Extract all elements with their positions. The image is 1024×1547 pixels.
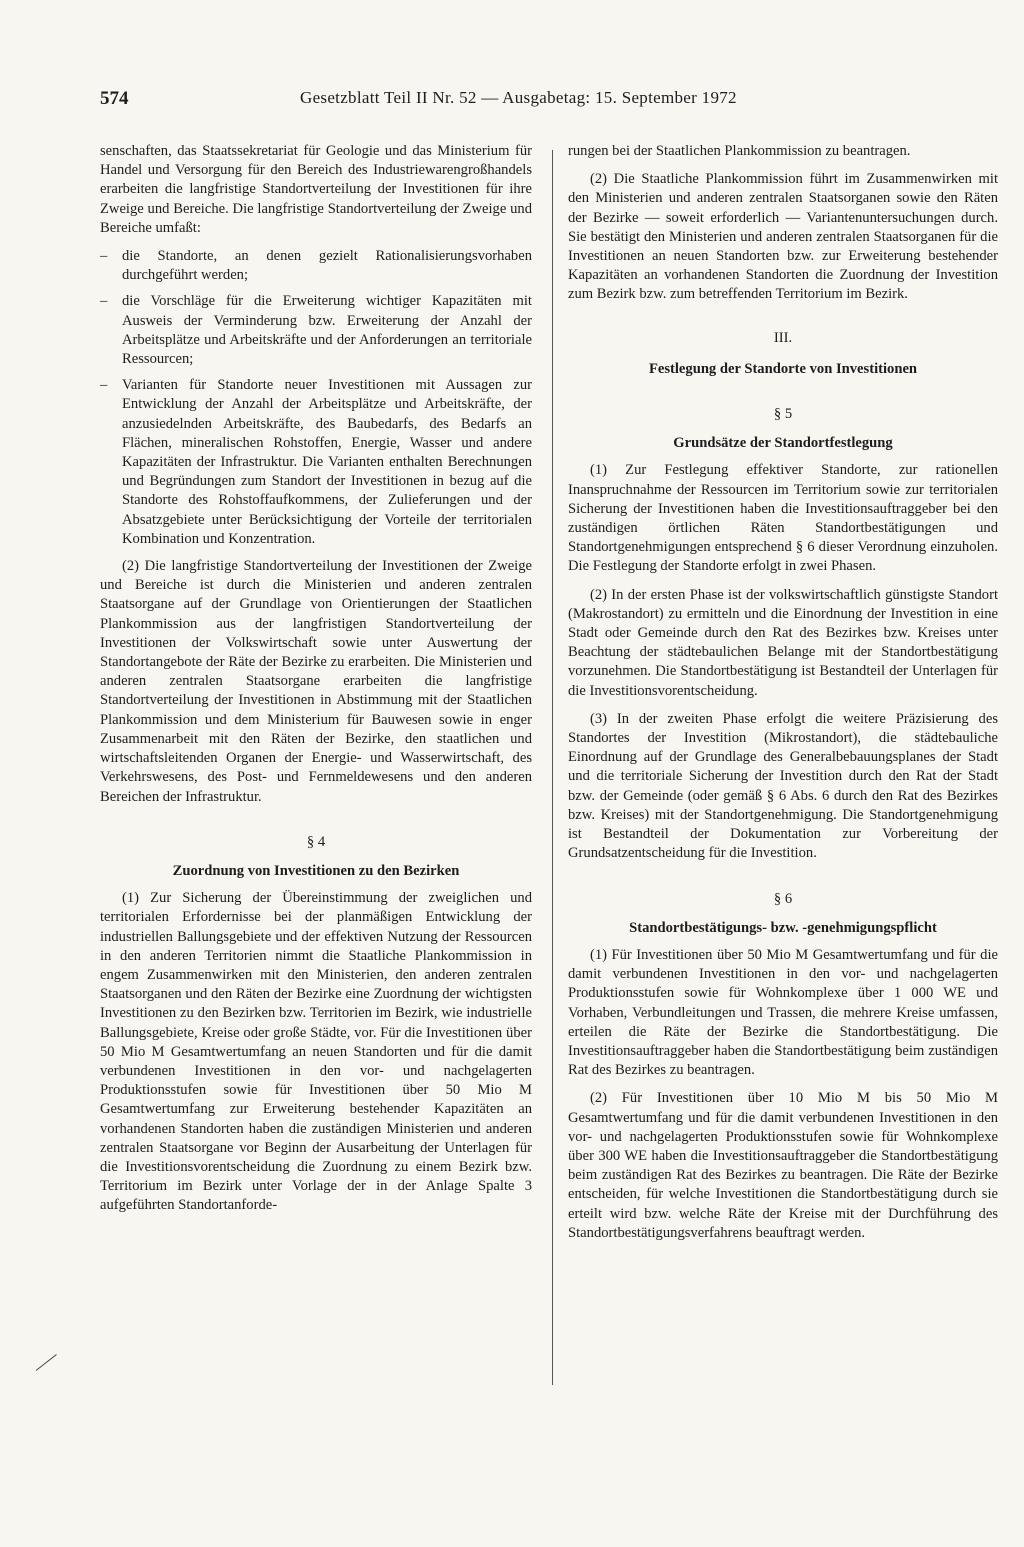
- section-6-title: Standortbestätigungs- bzw. -genehmigungspflicht: [629, 919, 937, 936]
- section-5-title: Grundsätze der Standortfestlegung: [673, 435, 893, 452]
- section-4-number: § 4: [306, 833, 326, 850]
- running-head: Gesetzblatt Teil II Nr. 52 — Ausgabetag: 15. September 1972: [300, 88, 737, 107]
- left-column: [100, 142, 532, 1225]
- paragraph-4-2: (2) Die Staatliche Plankommission führt im Zusammenwirken mit den Ministerien und anderen zentralen Staatsorganen sowie den Räten der Bezirke — soweit erforderlich — Variantenuntersuchungen durch. Sie bestätigt den Ministerien und anderen zentralen Staatsorganen für die Investitionen an neuen Standorten bzw. zur Erweiterung bestehender Kapazitäten an vorhandenen Standorten die Zuordnung der Investition zum Bezirk bzw. zum betreffenden Territorium im Bezirk.: [568, 171, 998, 303]
- section-6-number: § 6: [773, 890, 793, 907]
- right-column: [568, 142, 998, 1252]
- paragraph-3-2: (2) Die langfristige Standortverteilung der Investitionen der Zweige und Bereiche ist durch die Ministerien und anderen zentralen Staatsorgane auf der Grundlage von Orientierungen der Staatlichen Plankommission aus der langfristigen Standortverteilung der Investitionen der Volkswirtschaft sowie unter Auswertung der Standortangebote der Räte der Bezirke zu erarbeiten. Die Ministerien und anderen zentralen Staatsorgane erarbeiten die langfristige Standortverteilung der Investitionen in Abstimmung mit der Staatlichen Plankommission und dem Ministerium für Bauwesen sowie in enger Zusammenarbeit mit den Räten der Bezirke, den staatlichen und wirtschaftsleitenden Organen der Energie- und Wasserwirtschaft, des Verkehrswesens, des Post- und Fernmeldewesens und den anderen Bereichen der Infrastruktur.: [100, 558, 532, 805]
- paragraph-6-1: (1) Für Investitionen über 50 Mio M Gesamtwertumfang und für die damit verbundenen Investitionen in den vor- und nachgelagerten Produktionsstufen sowie für Wohnkomplexe über 1 000 WE und Vorhaben, Verbundleitungen und Trassen, die mehrere Kreise umfassen, erteilen die Räte der Bezirke die Standortbestätigung. Die Investitionsauftraggeber haben die Standortbestätigung beim zuständigen Rat des Bezirkes zu beantragen.: [568, 946, 998, 1079]
- paragraph-continuation: rungen bei der Staatlichen Plankommission zu beantragen.: [568, 143, 911, 159]
- paragraph-5-3: (3) In der zweiten Phase erfolgt die weitere Präzisierung des Standortes der Investition (Mikrostandort), die städtebauliche Einordnung auf der Grundlage des Generalbebauungsplanes der Stadt und die territoriale Sicherung der Investition durch den Rat der Stadt bzw. der Gemeinde (oder gemäß § 6 Abs. 6 durch den Rat des Bezirkes bzw. Kreises) mit der Standortgenehmigung. Die Standortgenehmigung ist Bestandteil der Dokumentation zur Vorbereitung der Grundsatzentscheidung für die Investition.: [568, 710, 998, 862]
- margin-pencil-mark: [36, 1354, 57, 1371]
- list-item: – Varianten für Standorte neuer Investitionen mit Aussagen zur Entwicklung der Anzahl der Arbeitsplätze und Arbeitskräfte, der anzusiedelnden Arbeitskräfte, des Baubedarfs, des Bedarfs an Flächen, mineralischen Rohstoffen, Energie, Wasser und andere Kapazitäten der Infrastruktur. Die Varianten enthalten Berechnungen und Begründungen zum Standort der Investitionen in bezug auf die Standorte des Rohstoffaufkommens, der Zulieferungen und der Absatzgebiete unter Berücksichtigung der Vorteile der territorialen Kombination und Konzentration.: [100, 376, 532, 549]
- paragraph-5-2: (2) In der ersten Phase ist der volkswirtschaftlich günstigste Standort (Makrostandort) zu ermitteln und die Einordnung der Investition in eine Stadt oder Gemeinde durch den Rat des Bezirkes bzw. Kreises unter Beachtung der städtebaulichen Belange mit der Standortbestätigung vorzunehmen. Die Standortbestätigung ist Bestandteil der Unterlagen für die Investitionsvorentscheidung.: [568, 586, 998, 699]
- chapter-number: III.: [773, 329, 793, 346]
- page-number: 574: [100, 88, 129, 109]
- paragraph-intro: senschaften, das Staatssekretariat für Geologie und das Ministerium für Handel und Versorgung für den Bereich des Industriewarengroßhandels erarbeiten die langfristige Standortverteilung der Investitionen für ihre Zweige und Bereiche. Die langfristige Standortverteilung der Zweige und Bereiche umfaßt:: [100, 143, 532, 236]
- section-5-number: § 5: [773, 406, 793, 423]
- page-header: [100, 88, 920, 118]
- paragraph-4-1: (1) Zur Sicherung der Übereinstimmung der zweiglichen und territorialen Erfordernisse bei der planmäßigen Entwicklung der industriellen Ballungsgebiete und der effektiven Nutzung der Ressourcen in den anderen Territorien nimmt die Staatliche Plankommission in engem Zusammenwirken mit den Ministerien, den anderen zentralen Staatsorganen und den Räten der Bezirke eine Zuordnung der wichtigsten Investitionen zu den Bezirken bzw. Territorien im Bezirk, wie industrielle Ballungsgebiete, Kreise oder große Städte, vor. Für die Investitionen über 50 Mio M Gesamtwertumfang an neuen Standorten und für die damit verbundenen Investitionen in den vor- und nachgelagerten Produktionsstufen sowie für Investitionen über 50 Mio M Gesamtwertumfang zur Erweiterung bestehender Kapazitäten an vorhandenen Standorten haben die zuständigen Ministerien und anderen zentralen Staatsorgane vor Beginn der Ausarbeitung der Unterlagen für die Investitionsvorentscheidung die Zuordnung zu einem Bezirk bzw. Territorium im Bezirk unter Vorlage der in der Anlage Spalte 3 aufgeführten Standortanforde-: [100, 890, 532, 1214]
- list-item: – die Standorte, an denen gezielt Rationalisierungsvorhaben durchgeführt werden;: [100, 247, 532, 285]
- dash-list: [100, 247, 532, 549]
- chapter-title: Festlegung der Standorte von Investitionen: [648, 360, 918, 377]
- list-item: – die Vorschläge für die Erweiterung wichtiger Kapazitäten mit Ausweis der Verminderung bzw. Erweiterung der Anzahl der Arbeitsplätze und Arbeitskräfte und der Anforderungen an territoriale Ressourcen;: [100, 292, 532, 369]
- paragraph-5-1: (1) Zur Festlegung effektiver Standorte, zur rationellen Inanspruchnahme der Ressourcen im Territorium sowie zur territorialen Sicherung der Investitionen haben die Investitionsauftraggeber bei den zuständigen örtlichen Räten Standortbestätigungen und Standortgenehmigungen entsprechend § 6 dieser Verordnung einzuholen. Die Festlegung der Standorte erfolgt in zwei Phasen.: [568, 462, 998, 575]
- section-4-title: Zuordnung von Investitionen zu den Bezirken: [172, 862, 460, 879]
- paragraph-6-2: (2) Für Investitionen über 10 Mio M bis 50 Mio M Gesamtwertumfang und für die damit verbundenen Investitionen in den vor- und nachgelagerten Produktionsstufen sowie für Wohnkomplexe über 300 WE haben die Investitionsauftraggeber die Standortbestätigung beim zuständigen Rat des Bezirkes zu beantragen. Die Räte der Bezirke entscheiden, für welche Investitionen die Standortbestätigung durch sie erteilt wird bzw. welche Räte der Kreise mit der Durchführung des Standortbestätigungsverfahrens beauftragt werden.: [568, 1090, 998, 1241]
- column-divider: [552, 150, 553, 1385]
